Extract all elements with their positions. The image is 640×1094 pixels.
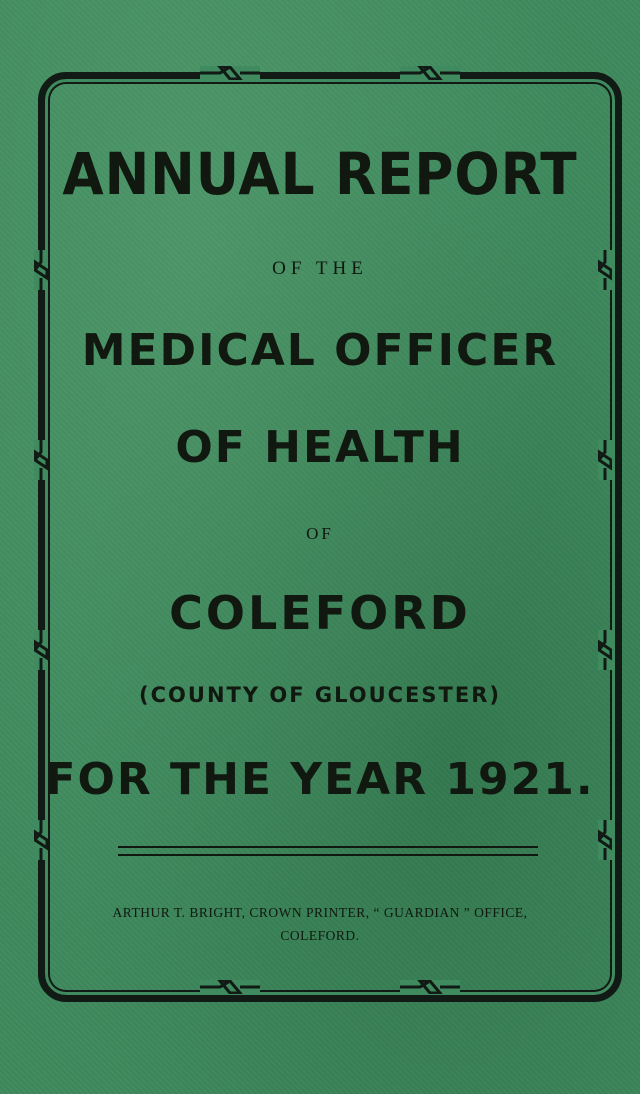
report-title: ANNUAL REPORT <box>62 140 578 208</box>
printer-place: COLEFORD. <box>280 928 360 943</box>
border-knot-ornament <box>34 820 48 860</box>
border-knot-ornament <box>400 980 460 994</box>
border-knot-ornament <box>200 66 260 80</box>
printer-imprint: ARTHUR T. BRIGHT, CROWN PRINTER, “ GUARDIAN ” OFFICE, <box>112 905 528 920</box>
of-the-text: OF THE <box>272 258 368 279</box>
officer-heading: MEDICAL OFFICER <box>81 325 559 376</box>
border-knot-ornament <box>400 66 460 80</box>
of-text: OF <box>306 524 334 543</box>
county-text: (COUNTY OF GLOUCESTER) <box>139 683 501 707</box>
border-knot-ornament <box>598 820 612 860</box>
health-heading: OF HEALTH <box>175 422 465 473</box>
border-knot-ornament <box>200 980 260 994</box>
place-heading: COLEFORD <box>169 586 471 640</box>
double-rule-divider <box>118 846 538 856</box>
year-heading: FOR THE YEAR 1921. <box>45 754 595 805</box>
